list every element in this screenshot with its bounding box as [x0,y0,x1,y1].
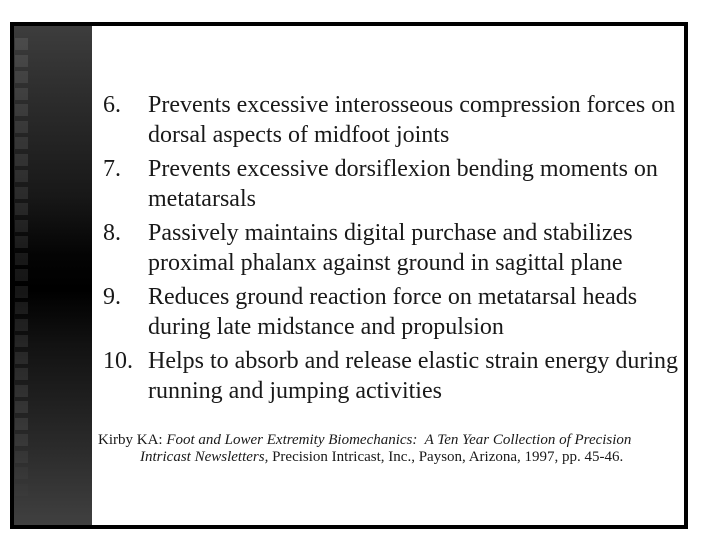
filmstrip-square [15,418,28,430]
item-text: Helps to absorb and release elastic strain energy during running and jumping activities [148,348,679,404]
list-item [103,218,685,278]
list-item [103,90,685,150]
filmstrip-square [15,385,28,397]
item-number: 6. [103,92,121,118]
list-item [103,346,685,406]
filmstrip-square [15,88,28,100]
filmstrip-square [15,434,28,446]
filmstrip-square [15,352,28,364]
filmstrip-square [15,451,28,463]
filmstrip-square [15,154,28,166]
filmstrip-square [15,401,28,413]
item-text: Prevents excessive interosseous compression forces on dorsal aspects of midfoot joints [148,92,676,148]
filmstrip-square [15,71,28,83]
citation-line-2 [98,449,673,466]
filmstrip-square [15,286,28,298]
filmstrip-square [15,253,28,265]
citation-title-part1: Foot and Lower Extremity Biomechanics: A Ten Year Collection of Precision [166,432,632,448]
filmstrip-square [15,38,28,50]
filmstrip-square [15,319,28,331]
item-number: 9. [103,284,121,310]
citation-title-part2: Intricast Newsletters, [140,449,269,465]
filmstrip-square [15,467,28,479]
citation-publisher: Precision Intricast, Inc., Payson, Arizona, 1997, pp. 45-46. [268,449,624,465]
filmstrip-square [15,269,28,281]
item-text: Prevents excessive dorsiflexion bending moments on metatarsals [148,156,658,212]
filmstrip-square [15,170,28,182]
filmstrip-square [15,121,28,133]
item-number: 7. [103,156,121,182]
slide-frame [10,22,688,529]
list-item [103,282,685,342]
filmstrip-square [15,302,28,314]
citation [98,432,673,466]
filmstrip-square [15,335,28,347]
filmstrip-square [15,104,28,116]
item-text: Passively maintains digital purchase and stabilizes proximal phalanx against ground in sagittal plane [148,220,633,276]
item-number: 10. [103,348,133,374]
filmstrip-square [15,484,28,496]
feature-list [103,90,685,410]
filmstrip-square [15,187,28,199]
filmstrip-square [15,55,28,67]
citation-author: Kirby KA: [98,432,167,448]
item-text: Reduces ground reaction force on metatarsal heads during late midstance and propulsion [148,284,638,340]
filmstrip-square [15,236,28,248]
filmstrip-square [15,368,28,380]
item-number: 8. [103,220,121,246]
filmstrip-square [15,137,28,149]
sidebar-filmstrip-bar [14,26,92,525]
filmstrip-square [15,203,28,215]
citation-line-1 [98,432,673,449]
filmstrip-square [15,220,28,232]
list-item [103,154,685,214]
